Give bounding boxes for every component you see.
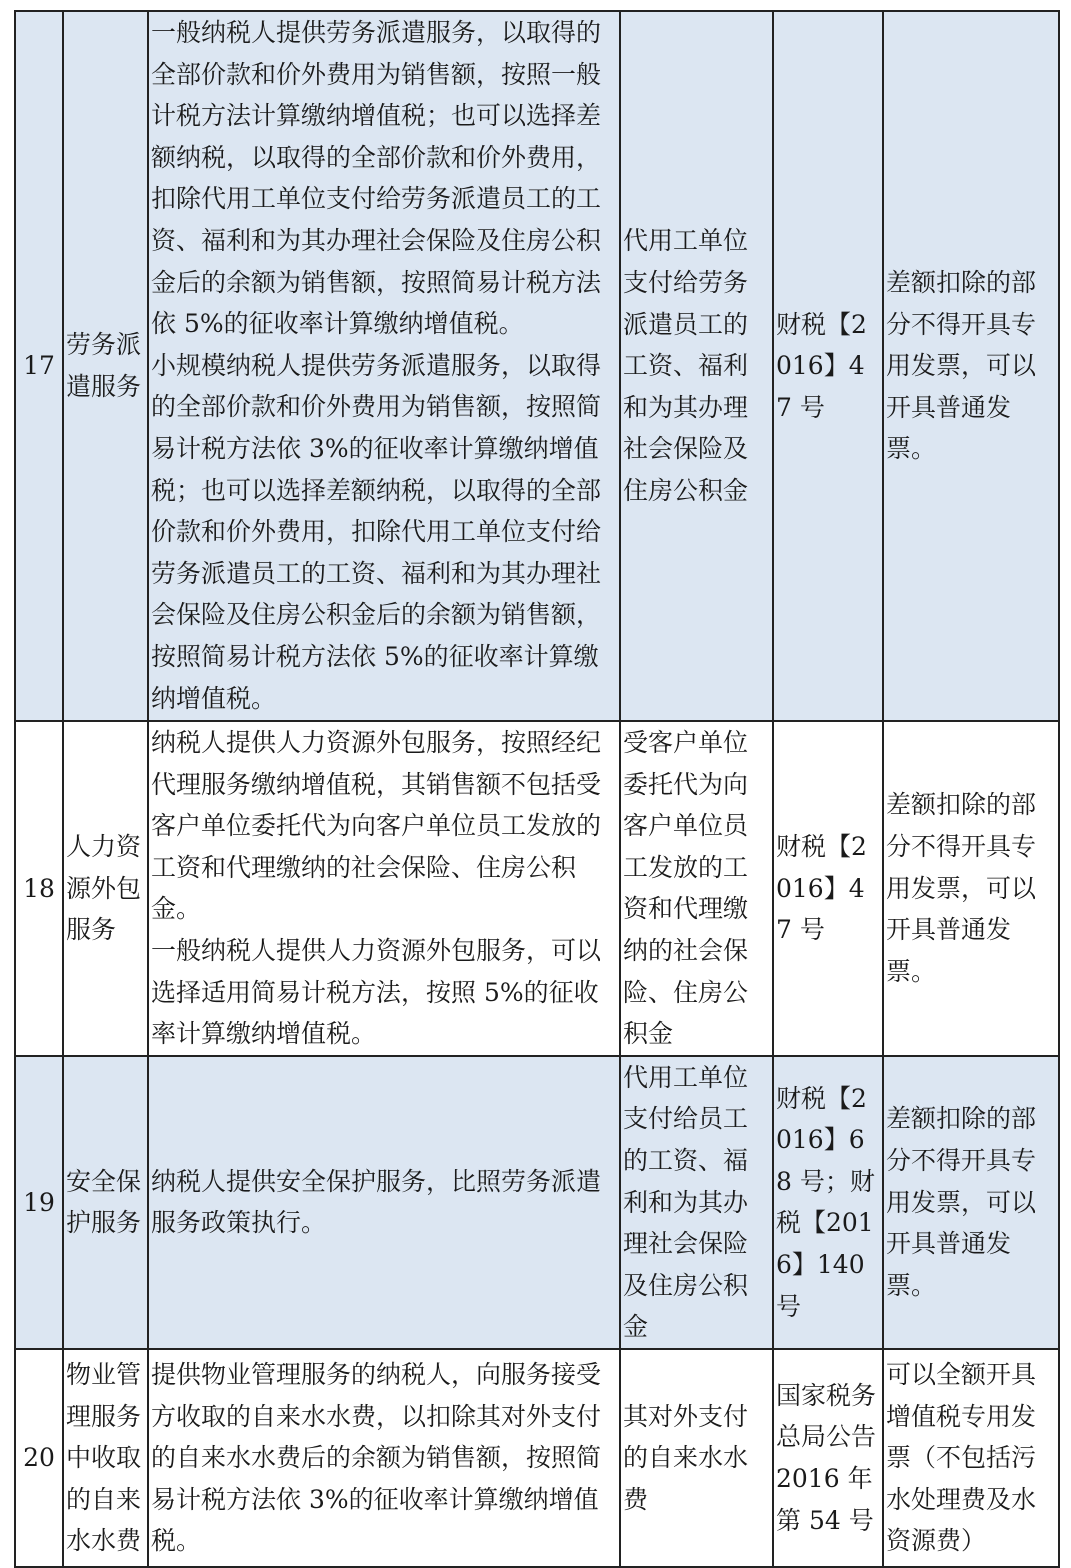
row-number: 18 bbox=[15, 721, 63, 1056]
policy-description bbox=[148, 11, 620, 721]
invoice-note: 差额扣除的部分不得开具专用发票，可以开具普通发票。 bbox=[883, 1056, 1059, 1349]
policy-paragraph: 纳税人提供安全保护服务，比照劳务派遣服务政策执行。 bbox=[151, 1166, 602, 1238]
deduction-item: 代用工单位支付给劳务派遣员工的工资、福利和为其办理社会保险及住房公积金 bbox=[620, 11, 773, 721]
deduction-item: 其对外支付的自来水水费 bbox=[620, 1349, 773, 1567]
service-item: 物业管理服务中收取的自来水水费 bbox=[63, 1349, 148, 1567]
deduction-item: 代用工单位支付给员工的工资、福利和为其办理社会保险及住房公积金 bbox=[620, 1056, 773, 1349]
policy-description bbox=[148, 721, 620, 1056]
invoice-note: 可以全额开具增值税专用发票（不包括污水处理费及水资源费） bbox=[883, 1349, 1059, 1567]
policy-basis: 财税【2016】68 号；财税【2016】140 号 bbox=[773, 1056, 883, 1349]
policy-paragraph: 小规模纳税人提供劳务派遣服务，以取得的全部价款和价外费用为销售额，按照简易计税方法依 3%的征收率计算缴纳增值税；也可以选择差额纳税，以取得的全部价款和价外费用，扣除代用工单位支付给劳务派遣员工的工资、福利和为其办理社会保险及住房公积金后的余额为销售额，按照简易计税方法依 5%的征收率计算缴纳增值税。 bbox=[151, 350, 602, 713]
policy-basis: 财税【2016】47 号 bbox=[773, 721, 883, 1056]
invoice-note: 差额扣除的部分不得开具专用发票，可以开具普通发票。 bbox=[883, 721, 1059, 1056]
policy-paragraph: 一般纳税人提供人力资源外包服务，可以选择适用简易计税方法，按照 5%的征收率计算缴纳增值税。 bbox=[151, 935, 602, 1049]
policy-paragraph: 一般纳税人提供劳务派遣服务，以取得的全部价款和价外费用为销售额，按照一般计税方法计算缴纳增值税；也可以选择差额纳税，以取得的全部价款和价外费用，扣除代用工单位支付给劳务派遣员工的工资、福利和为其办理社会保险及住房公积金后的余额为销售额，按照简易计税方法依 5%的征收率计算缴纳增值税。 bbox=[151, 18, 602, 339]
invoice-note: 差额扣除的部分不得开具专用发票，可以开具普通发票。 bbox=[883, 11, 1059, 721]
table-row bbox=[15, 1056, 1059, 1349]
service-item: 人力资源外包服务 bbox=[63, 721, 148, 1056]
table-row bbox=[15, 11, 1059, 721]
policy-basis: 财税【2016】47 号 bbox=[773, 11, 883, 721]
row-number: 17 bbox=[15, 11, 63, 721]
policy-paragraph: 提供物业管理服务的纳税人，向服务接受方收取的自来水水费，以扣除其对外支付的自来水水费后的余额为销售额，按照简易计税方法依 3%的征收率计算缴纳增值税。 bbox=[151, 1359, 602, 1556]
row-number: 19 bbox=[15, 1056, 63, 1349]
policy-description bbox=[148, 1056, 620, 1349]
policy-paragraph: 纳税人提供人力资源外包服务，按照经纪代理服务缴纳增值税，其销售额不包括受客户单位委托代为向客户单位员工发放的工资和代理缴纳的社会保险、住房公积金。 bbox=[151, 728, 602, 924]
tax-policy-table bbox=[14, 10, 1060, 1568]
service-item: 安全保护服务 bbox=[63, 1056, 148, 1349]
table-row bbox=[15, 1349, 1059, 1567]
policy-description bbox=[148, 1349, 620, 1567]
table-row bbox=[15, 721, 1059, 1056]
deduction-item: 受客户单位委托代为向客户单位员工发放的工资和代理缴纳的社会保险、住房公积金 bbox=[620, 721, 773, 1056]
policy-basis: 国家税务总局公告 2016 年第 54 号 bbox=[773, 1349, 883, 1567]
service-item: 劳务派遣服务 bbox=[63, 11, 148, 721]
row-number: 20 bbox=[15, 1349, 63, 1567]
